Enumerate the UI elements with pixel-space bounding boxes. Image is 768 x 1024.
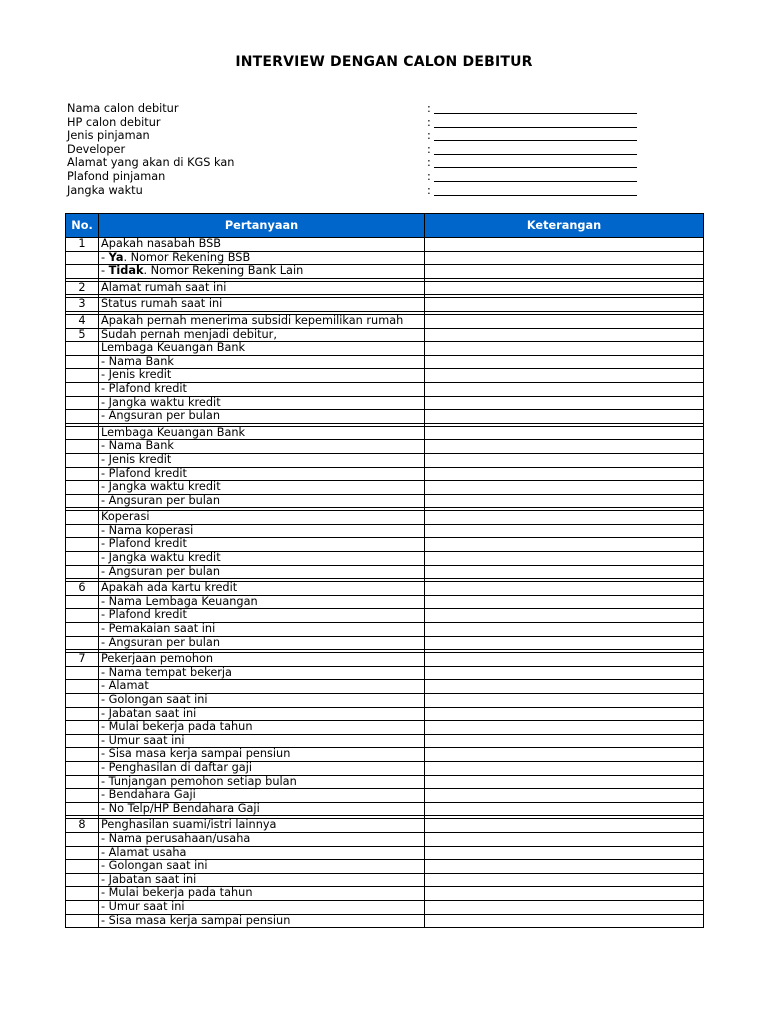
keterangan-cell[interactable] bbox=[425, 721, 704, 735]
question-cell: - Plafond kredit bbox=[99, 609, 425, 623]
row-number bbox=[66, 609, 99, 623]
keterangan-cell[interactable] bbox=[425, 298, 704, 312]
keterangan-cell[interactable] bbox=[425, 775, 704, 789]
table-row bbox=[66, 734, 704, 748]
row-number bbox=[66, 511, 99, 525]
row-number bbox=[66, 721, 99, 735]
table-row bbox=[66, 582, 704, 596]
question-cell: Lembaga Keuangan Bank bbox=[99, 342, 425, 356]
table-row bbox=[66, 832, 704, 846]
row-number bbox=[66, 623, 99, 637]
info-colon: : bbox=[427, 129, 431, 143]
row-number bbox=[66, 887, 99, 901]
question-cell: Sudah pernah menjadi debitur, bbox=[99, 328, 425, 342]
info-colon: : bbox=[427, 156, 431, 170]
row-number bbox=[66, 265, 99, 279]
keterangan-cell[interactable] bbox=[425, 846, 704, 860]
table-row bbox=[66, 666, 704, 680]
info-label: Plafond pinjaman bbox=[67, 169, 166, 183]
table-row bbox=[66, 680, 704, 694]
table-row bbox=[66, 819, 704, 833]
question-cell: - Alamat usaha bbox=[99, 846, 425, 860]
info-row bbox=[67, 156, 647, 170]
info-label: Developer bbox=[67, 142, 126, 156]
keterangan-cell[interactable] bbox=[425, 524, 704, 538]
table-row bbox=[66, 538, 704, 552]
table-row bbox=[66, 595, 704, 609]
row-number: 7 bbox=[66, 653, 99, 667]
keterangan-cell[interactable] bbox=[425, 694, 704, 708]
keterangan-cell[interactable] bbox=[425, 734, 704, 748]
row-number bbox=[66, 775, 99, 789]
info-label: Nama calon debitur bbox=[67, 102, 179, 115]
info-row bbox=[67, 143, 647, 157]
keterangan-cell[interactable] bbox=[425, 396, 704, 410]
info-colon: : bbox=[427, 169, 431, 183]
keterangan-cell[interactable] bbox=[425, 789, 704, 803]
question-cell: - Penghasilan di daftar gaji bbox=[99, 761, 425, 775]
row-number: 3 bbox=[66, 298, 99, 312]
info-label: HP calon debitur bbox=[67, 115, 161, 129]
info-label: Jangka waktu bbox=[67, 183, 143, 197]
row-number bbox=[66, 426, 99, 440]
info-colon: : bbox=[427, 102, 431, 115]
question-cell: - Sisa masa kerja sampai pensiun bbox=[99, 748, 425, 762]
keterangan-cell[interactable] bbox=[425, 238, 704, 252]
table-row bbox=[66, 481, 704, 495]
table-row bbox=[66, 382, 704, 396]
info-row bbox=[67, 116, 647, 130]
question-cell: - Nama Bank bbox=[99, 440, 425, 454]
table-row bbox=[66, 524, 704, 538]
keterangan-cell[interactable] bbox=[425, 653, 704, 667]
question-cell: - Golongan saat ini bbox=[99, 694, 425, 708]
row-number: 5 bbox=[66, 328, 99, 342]
row-number bbox=[66, 873, 99, 887]
keterangan-cell[interactable] bbox=[425, 748, 704, 762]
row-number bbox=[66, 666, 99, 680]
question-cell: Penghasilan suami/istri lainnya bbox=[99, 819, 425, 833]
info-row bbox=[67, 129, 647, 143]
info-row bbox=[67, 170, 647, 184]
info-colon: : bbox=[427, 183, 431, 197]
keterangan-cell[interactable] bbox=[425, 467, 704, 481]
question-cell: Status rumah saat ini bbox=[99, 298, 425, 312]
table-row bbox=[66, 251, 704, 265]
table-row bbox=[66, 369, 704, 383]
keterangan-cell[interactable] bbox=[425, 914, 704, 928]
row-number bbox=[66, 552, 99, 566]
table-row bbox=[66, 789, 704, 803]
keterangan-cell[interactable] bbox=[425, 369, 704, 383]
question-option: Ya bbox=[108, 251, 124, 264]
keterangan-cell[interactable] bbox=[425, 832, 704, 846]
table-row bbox=[66, 440, 704, 454]
table-row bbox=[66, 467, 704, 481]
row-number bbox=[66, 707, 99, 721]
question-cell: - Bendahara Gaji bbox=[99, 789, 425, 803]
question-cell: - Tunjangan pemohon setiap bulan bbox=[99, 775, 425, 789]
keterangan-cell[interactable] bbox=[425, 328, 704, 342]
row-number bbox=[66, 251, 99, 265]
keterangan-cell[interactable] bbox=[425, 595, 704, 609]
info-label: Alamat yang akan di KGS kan bbox=[67, 156, 235, 170]
row-number bbox=[66, 538, 99, 552]
row-number bbox=[66, 494, 99, 508]
row-number bbox=[66, 396, 99, 410]
interview-question-table bbox=[65, 213, 704, 928]
keterangan-cell[interactable] bbox=[425, 342, 704, 356]
row-number: 2 bbox=[66, 281, 99, 295]
table-row bbox=[66, 265, 704, 279]
keterangan-cell[interactable] bbox=[425, 802, 704, 816]
info-fill-line[interactable] bbox=[434, 181, 637, 182]
table-header-row bbox=[66, 214, 704, 238]
keterangan-cell[interactable] bbox=[425, 819, 704, 833]
info-colon: : bbox=[427, 142, 431, 156]
question-cell: - Alamat bbox=[99, 680, 425, 694]
info-fill-line[interactable] bbox=[434, 140, 637, 141]
question-prefix: - bbox=[101, 264, 109, 278]
keterangan-cell[interactable] bbox=[425, 440, 704, 454]
question-cell: - Plafond kredit bbox=[99, 382, 425, 396]
row-number bbox=[66, 595, 99, 609]
row-number bbox=[66, 636, 99, 650]
question-cell: - Angsuran per bulan bbox=[99, 565, 425, 579]
row-number bbox=[66, 481, 99, 495]
table-row bbox=[66, 721, 704, 735]
table-row bbox=[66, 609, 704, 623]
table-row bbox=[66, 494, 704, 508]
row-number bbox=[66, 342, 99, 356]
table-row bbox=[66, 410, 704, 424]
table-row bbox=[66, 887, 704, 901]
keterangan-cell[interactable] bbox=[425, 494, 704, 508]
header-keterangan: Keterangan bbox=[425, 214, 704, 238]
table-row bbox=[66, 298, 704, 312]
row-number: 4 bbox=[66, 314, 99, 328]
keterangan-cell[interactable] bbox=[425, 873, 704, 887]
question-cell: Koperasi bbox=[99, 511, 425, 525]
question-cell: - Umur saat ini bbox=[99, 900, 425, 914]
keterangan-cell[interactable] bbox=[425, 666, 704, 680]
table-row bbox=[66, 552, 704, 566]
row-number: 8 bbox=[66, 819, 99, 833]
table-row bbox=[66, 328, 704, 342]
question-cell bbox=[99, 251, 425, 265]
table-row bbox=[66, 426, 704, 440]
row-number bbox=[66, 846, 99, 860]
row-number: 6 bbox=[66, 582, 99, 596]
row-number bbox=[66, 789, 99, 803]
question-cell: - Nama Lembaga Keuangan bbox=[99, 595, 425, 609]
question-cell: Apakah nasabah BSB bbox=[99, 238, 425, 252]
keterangan-cell[interactable] bbox=[425, 511, 704, 525]
question-cell: - Jangka waktu kredit bbox=[99, 552, 425, 566]
keterangan-cell[interactable] bbox=[425, 565, 704, 579]
keterangan-cell[interactable] bbox=[425, 582, 704, 596]
table-row bbox=[66, 314, 704, 328]
keterangan-cell[interactable] bbox=[425, 887, 704, 901]
question-cell: - Mulai bekerja pada tahun bbox=[99, 887, 425, 901]
table-row bbox=[66, 565, 704, 579]
keterangan-cell[interactable] bbox=[425, 355, 704, 369]
question-cell: - Angsuran per bulan bbox=[99, 636, 425, 650]
info-colon: : bbox=[427, 115, 431, 129]
row-number bbox=[66, 694, 99, 708]
question-cell: Pekerjaan pemohon bbox=[99, 653, 425, 667]
row-number bbox=[66, 440, 99, 454]
table-row bbox=[66, 873, 704, 887]
table-row bbox=[66, 453, 704, 467]
info-fill-line[interactable] bbox=[434, 154, 637, 155]
question-cell: Apakah ada kartu kredit bbox=[99, 582, 425, 596]
row-number bbox=[66, 453, 99, 467]
question-cell: - Pemakaian saat ini bbox=[99, 623, 425, 637]
row-number bbox=[66, 860, 99, 874]
row-number bbox=[66, 914, 99, 928]
table-row bbox=[66, 623, 704, 637]
question-cell: Alamat rumah saat ini bbox=[99, 281, 425, 295]
question-cell bbox=[99, 265, 425, 279]
table-row bbox=[66, 914, 704, 928]
question-text: . Nomor Rekening BSB bbox=[123, 251, 251, 264]
question-cell: - Jenis kredit bbox=[99, 369, 425, 383]
info-label: Jenis pinjaman bbox=[67, 129, 150, 143]
row-number bbox=[66, 680, 99, 694]
row-number: 1 bbox=[66, 238, 99, 252]
info-fill-line[interactable] bbox=[434, 113, 637, 114]
row-number bbox=[66, 565, 99, 579]
question-cell: - Jangka waktu kredit bbox=[99, 396, 425, 410]
table-row bbox=[66, 653, 704, 667]
table-row bbox=[66, 707, 704, 721]
row-number bbox=[66, 355, 99, 369]
keterangan-cell[interactable] bbox=[425, 761, 704, 775]
keterangan-cell[interactable] bbox=[425, 609, 704, 623]
row-number bbox=[66, 761, 99, 775]
question-cell: - Jenis kredit bbox=[99, 453, 425, 467]
keterangan-cell[interactable] bbox=[425, 707, 704, 721]
keterangan-cell[interactable] bbox=[425, 481, 704, 495]
table-row bbox=[66, 802, 704, 816]
info-fill-line[interactable] bbox=[434, 127, 637, 128]
row-number bbox=[66, 900, 99, 914]
keterangan-cell[interactable] bbox=[425, 426, 704, 440]
question-cell: Lembaga Keuangan Bank bbox=[99, 426, 425, 440]
question-cell: - Jangka waktu kredit bbox=[99, 481, 425, 495]
keterangan-cell[interactable] bbox=[425, 453, 704, 467]
keterangan-cell[interactable] bbox=[425, 860, 704, 874]
keterangan-cell[interactable] bbox=[425, 538, 704, 552]
keterangan-cell[interactable] bbox=[425, 636, 704, 650]
table-row bbox=[66, 860, 704, 874]
table-row bbox=[66, 511, 704, 525]
keterangan-cell[interactable] bbox=[425, 265, 704, 279]
question-cell: - Plafond kredit bbox=[99, 538, 425, 552]
question-cell: - Jabatan saat ini bbox=[99, 707, 425, 721]
row-number bbox=[66, 410, 99, 424]
info-fill-line[interactable] bbox=[434, 167, 637, 168]
question-text: . Nomor Rekening Bank Lain bbox=[143, 264, 304, 278]
question-option: Tidak bbox=[108, 264, 144, 278]
table-row bbox=[66, 396, 704, 410]
question-cell: - Nama koperasi bbox=[99, 524, 425, 538]
table-row bbox=[66, 636, 704, 650]
table-row bbox=[66, 846, 704, 860]
row-number bbox=[66, 524, 99, 538]
question-cell: - No Telp/HP Bendahara Gaji bbox=[99, 802, 425, 816]
row-number bbox=[66, 832, 99, 846]
question-cell: - Mulai bekerja pada tahun bbox=[99, 721, 425, 735]
question-prefix: - bbox=[101, 251, 109, 264]
applicant-info-section bbox=[67, 102, 647, 197]
question-cell: - Plafond kredit bbox=[99, 467, 425, 481]
keterangan-cell[interactable] bbox=[425, 251, 704, 265]
question-cell: - Jabatan saat ini bbox=[99, 873, 425, 887]
keterangan-cell[interactable] bbox=[425, 552, 704, 566]
keterangan-cell[interactable] bbox=[425, 314, 704, 328]
keterangan-cell[interactable] bbox=[425, 382, 704, 396]
row-number bbox=[66, 382, 99, 396]
question-cell: - Golongan saat ini bbox=[99, 860, 425, 874]
row-number bbox=[66, 369, 99, 383]
question-cell: - Nama perusahaan/usaha bbox=[99, 832, 425, 846]
table-row bbox=[66, 761, 704, 775]
table-row bbox=[66, 355, 704, 369]
row-number bbox=[66, 467, 99, 481]
keterangan-cell[interactable] bbox=[425, 900, 704, 914]
table-row bbox=[66, 694, 704, 708]
table-row bbox=[66, 748, 704, 762]
table-row bbox=[66, 238, 704, 252]
question-cell: - Angsuran per bulan bbox=[99, 494, 425, 508]
header-pertanyaan: Pertanyaan bbox=[99, 214, 425, 238]
table-row bbox=[66, 342, 704, 356]
keterangan-cell[interactable] bbox=[425, 281, 704, 295]
question-cell: Apakah pernah menerima subsidi kepemilikan rumah bbox=[99, 314, 425, 328]
keterangan-cell[interactable] bbox=[425, 623, 704, 637]
question-cell: - Umur saat ini bbox=[99, 734, 425, 748]
keterangan-cell[interactable] bbox=[425, 410, 704, 424]
row-number bbox=[66, 802, 99, 816]
table-row bbox=[66, 900, 704, 914]
question-cell: - Nama tempat bekerja bbox=[99, 666, 425, 680]
info-row bbox=[67, 184, 647, 198]
row-number bbox=[66, 734, 99, 748]
info-fill-line[interactable] bbox=[434, 195, 637, 196]
header-no: No. bbox=[66, 214, 99, 238]
table-row bbox=[66, 281, 704, 295]
keterangan-cell[interactable] bbox=[425, 680, 704, 694]
question-cell: - Angsuran per bulan bbox=[99, 410, 425, 424]
table-row bbox=[66, 775, 704, 789]
question-cell: - Sisa masa kerja sampai pensiun bbox=[99, 914, 425, 928]
row-number bbox=[66, 748, 99, 762]
info-row bbox=[67, 102, 647, 116]
document-title: INTERVIEW DENGAN CALON DEBITUR bbox=[235, 54, 533, 70]
question-cell: - Nama Bank bbox=[99, 355, 425, 369]
